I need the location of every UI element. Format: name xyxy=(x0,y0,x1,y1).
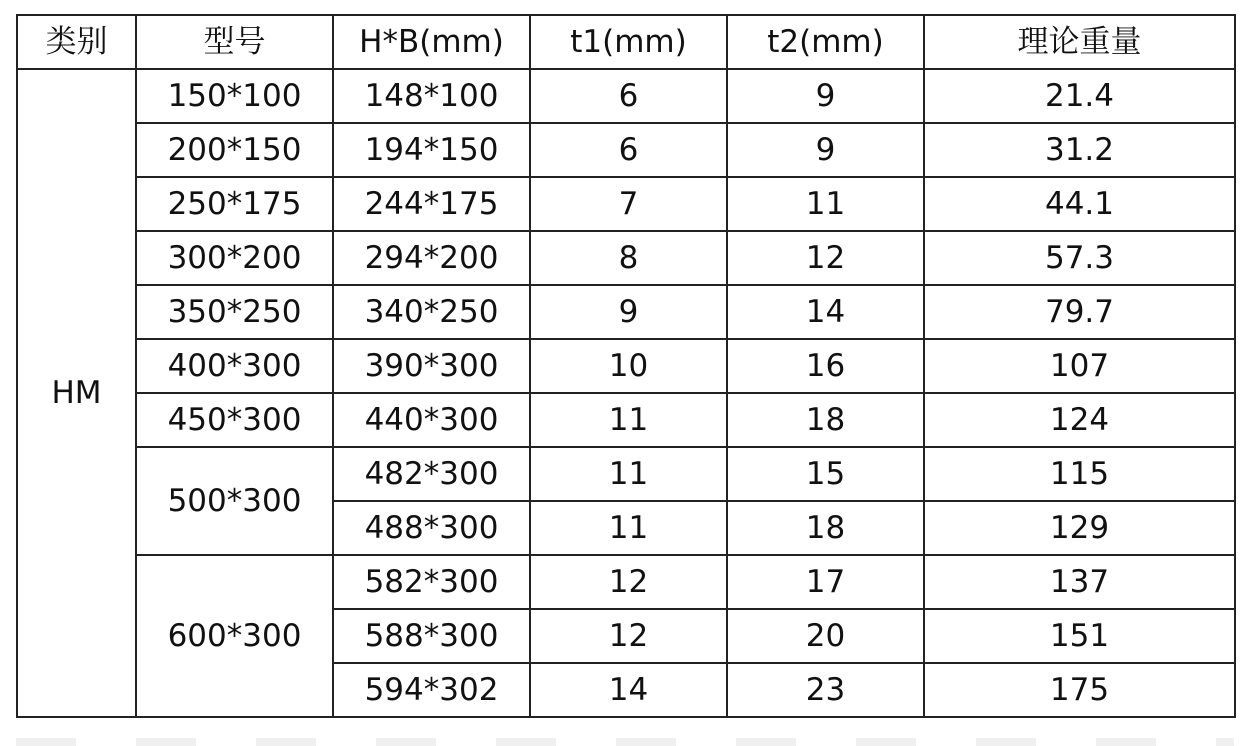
header-t2: t2(mm) xyxy=(727,15,924,69)
t2-cell: 17 xyxy=(727,555,924,609)
header-t1: t1(mm) xyxy=(530,15,727,69)
t1-cell: 7 xyxy=(530,177,727,231)
header-weight: 理论重量 xyxy=(924,15,1235,69)
weight-cell: 115 xyxy=(924,447,1235,501)
header-category: 类别 xyxy=(17,15,136,69)
table-row xyxy=(17,285,1235,339)
t1-cell: 10 xyxy=(530,339,727,393)
model-cell: 250*175 xyxy=(136,177,333,231)
hb-cell: 294*200 xyxy=(333,231,530,285)
t1-cell: 6 xyxy=(530,123,727,177)
t1-cell: 8 xyxy=(530,231,727,285)
weight-cell: 57.3 xyxy=(924,231,1235,285)
weight-cell: 137 xyxy=(924,555,1235,609)
table-row xyxy=(17,231,1235,285)
model-cell: 300*200 xyxy=(136,231,333,285)
t1-cell: 11 xyxy=(530,393,727,447)
t2-cell: 18 xyxy=(727,393,924,447)
t1-cell: 14 xyxy=(530,663,727,717)
weight-cell: 124 xyxy=(924,393,1235,447)
category-cell: HM xyxy=(17,69,136,717)
table-row xyxy=(17,339,1235,393)
t2-cell: 12 xyxy=(727,231,924,285)
h-beam-spec-table xyxy=(16,14,1236,718)
weight-cell: 44.1 xyxy=(924,177,1235,231)
hb-cell: 482*300 xyxy=(333,447,530,501)
model-cell: 450*300 xyxy=(136,393,333,447)
model-cell: 150*100 xyxy=(136,69,333,123)
table-row xyxy=(17,393,1235,447)
hb-cell: 488*300 xyxy=(333,501,530,555)
t1-cell: 12 xyxy=(530,609,727,663)
hb-cell: 148*100 xyxy=(333,69,530,123)
t1-cell: 9 xyxy=(530,285,727,339)
hb-cell: 194*150 xyxy=(333,123,530,177)
table-row xyxy=(17,555,1235,609)
model-cell: 600*300 xyxy=(136,555,333,717)
header-row xyxy=(17,15,1235,69)
hb-cell: 340*250 xyxy=(333,285,530,339)
table-row xyxy=(17,123,1235,177)
weight-cell: 31.2 xyxy=(924,123,1235,177)
t1-cell: 11 xyxy=(530,501,727,555)
model-cell: 500*300 xyxy=(136,447,333,555)
weight-cell: 175 xyxy=(924,663,1235,717)
t2-cell: 18 xyxy=(727,501,924,555)
weight-cell: 79.7 xyxy=(924,285,1235,339)
t1-cell: 12 xyxy=(530,555,727,609)
t1-cell: 11 xyxy=(530,447,727,501)
weight-cell: 129 xyxy=(924,501,1235,555)
hb-cell: 594*302 xyxy=(333,663,530,717)
table-row xyxy=(17,69,1235,123)
hb-cell: 588*300 xyxy=(333,609,530,663)
header-model: 型号 xyxy=(136,15,333,69)
page-bottom-edge xyxy=(16,738,1234,746)
model-cell: 400*300 xyxy=(136,339,333,393)
model-cell: 350*250 xyxy=(136,285,333,339)
hb-cell: 440*300 xyxy=(333,393,530,447)
hb-cell: 244*175 xyxy=(333,177,530,231)
model-cell: 200*150 xyxy=(136,123,333,177)
hb-cell: 582*300 xyxy=(333,555,530,609)
t2-cell: 15 xyxy=(727,447,924,501)
t2-cell: 23 xyxy=(727,663,924,717)
t2-cell: 14 xyxy=(727,285,924,339)
hb-cell: 390*300 xyxy=(333,339,530,393)
t2-cell: 11 xyxy=(727,177,924,231)
t2-cell: 16 xyxy=(727,339,924,393)
t2-cell: 9 xyxy=(727,123,924,177)
header-hb: H*B(mm) xyxy=(333,15,530,69)
t2-cell: 20 xyxy=(727,609,924,663)
table-row xyxy=(17,177,1235,231)
table-row xyxy=(17,447,1235,501)
weight-cell: 151 xyxy=(924,609,1235,663)
weight-cell: 107 xyxy=(924,339,1235,393)
t2-cell: 9 xyxy=(727,69,924,123)
t1-cell: 6 xyxy=(530,69,727,123)
weight-cell: 21.4 xyxy=(924,69,1235,123)
